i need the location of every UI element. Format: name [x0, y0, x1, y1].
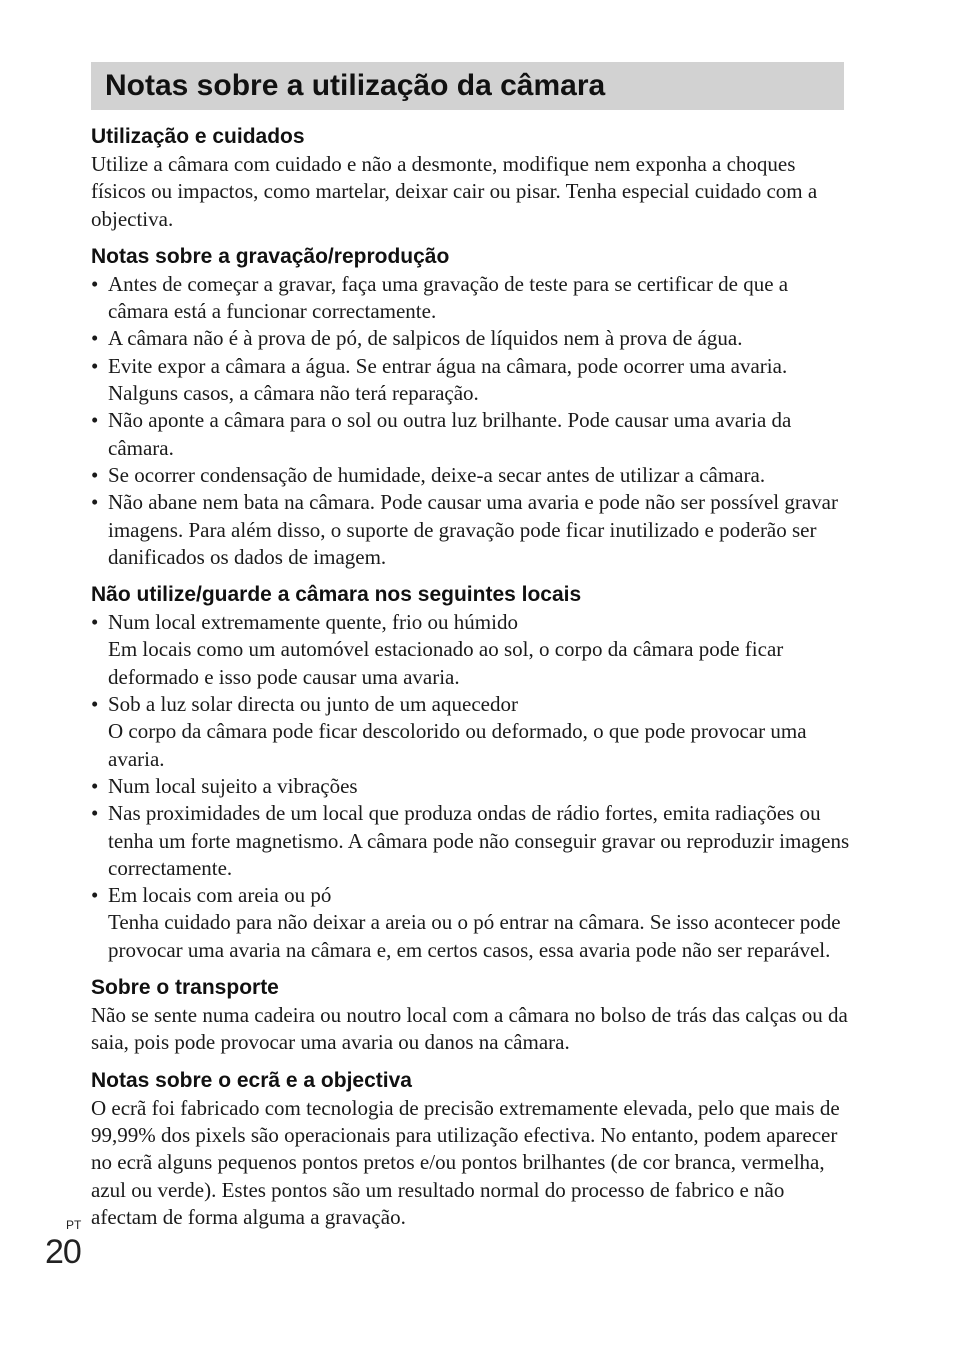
list-item [91, 407, 851, 462]
bullet-glyph: • [91, 271, 99, 296]
section-heading: Notas sobre a gravação/reprodução [91, 244, 450, 268]
list-item [91, 271, 851, 326]
bullet-glyph: • [91, 801, 99, 826]
list-item-text: Antes de começar a gravar, faça uma gravação de teste para se certificar de que a câmara está a funcionar correctamente. [108, 271, 789, 324]
section-heading: Utilização e cuidados [91, 125, 305, 148]
page-title: Notas sobre a utilização da câmara [105, 69, 606, 102]
list-item [91, 325, 851, 352]
list-item [91, 882, 851, 964]
section-unsuitable-locations [91, 580, 851, 964]
list-item-text: A câmara não é à prova de pó, de salpicos de líquidos nem à prova de água. [108, 326, 743, 351]
list-item [91, 462, 851, 489]
list-item [91, 489, 851, 571]
list-item-text: Evite expor a câmara a água. Se entrar água na câmara, pode ocorrer uma avaria. Nalguns casos, a câmara não terá reparação. [108, 353, 788, 406]
page-content [91, 122, 851, 1231]
list-item [91, 691, 851, 773]
section-paragraph: Não se sente numa cadeira ou noutro local com a câmara no bolso de trás das calças ou da saia, pois pode provocar uma avaria ou danos na câmara. [91, 1003, 848, 1055]
section-transport [91, 973, 851, 1057]
list-item-title: Num local extremamente quente, frio ou húmido [108, 610, 518, 635]
bullet-glyph: • [91, 692, 99, 717]
bullet-glyph: • [91, 462, 99, 487]
bullet-glyph: • [91, 610, 99, 635]
list-item-detail: Em locais como um automóvel estacionado ao sol, o corpo da câmara pode ficar deformado e isso pode causar uma avaria. [108, 637, 784, 689]
list-item-detail: Tenha cuidado para não deixar a areia ou o pó entrar na câmara. Se isso acontecer pode provocar uma avaria na câmara e, em certos casos, essa avaria pode não ser reparável. [108, 910, 841, 962]
bullet-glyph: • [91, 408, 99, 433]
section-use-and-care [91, 122, 851, 233]
bullet-glyph: • [91, 326, 99, 351]
list-item [91, 353, 851, 408]
list-item-title: Em locais com areia ou pó [108, 883, 332, 908]
page-number: 20 [45, 1233, 81, 1271]
bullet-list [91, 609, 851, 964]
section-paragraph: Utilize a câmara com cuidado e não a desmonte, modifique nem exponha a choques físicos ou impactos, como martelar, deixar cair ou pisar. Tenha especial cuidado com a objectiva. [91, 152, 818, 231]
bullet-list [91, 271, 851, 571]
section-recording-playback [91, 242, 851, 571]
page-language-code: PT [66, 1218, 82, 1232]
list-item-title: Nas proximidades de um local que produza ondas de rádio fortes, emita radiações ou tenha um forte magnetismo. A câmara pode não conseguir gravar ou reproduzir imagens correctamente. [108, 801, 850, 880]
section-screen-and-lens [91, 1066, 851, 1231]
page-title-bar [91, 62, 844, 110]
list-item-text: Não abane nem bata na câmara. Pode causar uma avaria e pode não ser possível gravar imagens. Para além disso, o suporte de gravação pode ficar inutilizado e poderão ser danificados os dados de imagem. [108, 490, 838, 569]
list-item-title: Num local sujeito a vibrações [108, 773, 358, 798]
list-item [91, 800, 851, 882]
section-heading: Sobre o transporte [91, 976, 279, 1000]
section-heading: Não utilize/guarde a câmara nos seguintes locais [91, 583, 582, 607]
bullet-glyph: • [91, 353, 99, 378]
list-item [91, 773, 851, 800]
section-heading: Notas sobre o ecrã e a objectiva [91, 1068, 412, 1092]
list-item-detail: O corpo da câmara pode ficar descolorido ou deformado, o que pode provocar uma avaria. [108, 719, 807, 771]
bullet-glyph: • [91, 490, 99, 515]
bullet-glyph: • [91, 773, 99, 798]
bullet-glyph: • [91, 883, 99, 908]
list-item-text: Se ocorrer condensação de humidade, deixe-a secar antes de utilizar a câmara. [108, 462, 766, 487]
section-paragraph: O ecrã foi fabricado com tecnologia de precisão extremamente elevada, pelo que mais de 99,99% dos pixels são operacionais para utilização efectiva. No entanto, podem aparecer no ecrã alguns pequenos pontos pretos e/ou pontos brilhantes (de cor branca, vermelha, azul ou verde). Estes pontos são um resultado normal do processo de fabrico e não afectam de forma alguma a gravação. [91, 1095, 840, 1229]
list-item-text: Não aponte a câmara para o sol ou outra luz brilhante. Pode causar uma avaria da câmara. [108, 408, 792, 460]
list-item [91, 609, 851, 691]
list-item-title: Sob a luz solar directa ou junto de um aquecedor [108, 692, 518, 717]
